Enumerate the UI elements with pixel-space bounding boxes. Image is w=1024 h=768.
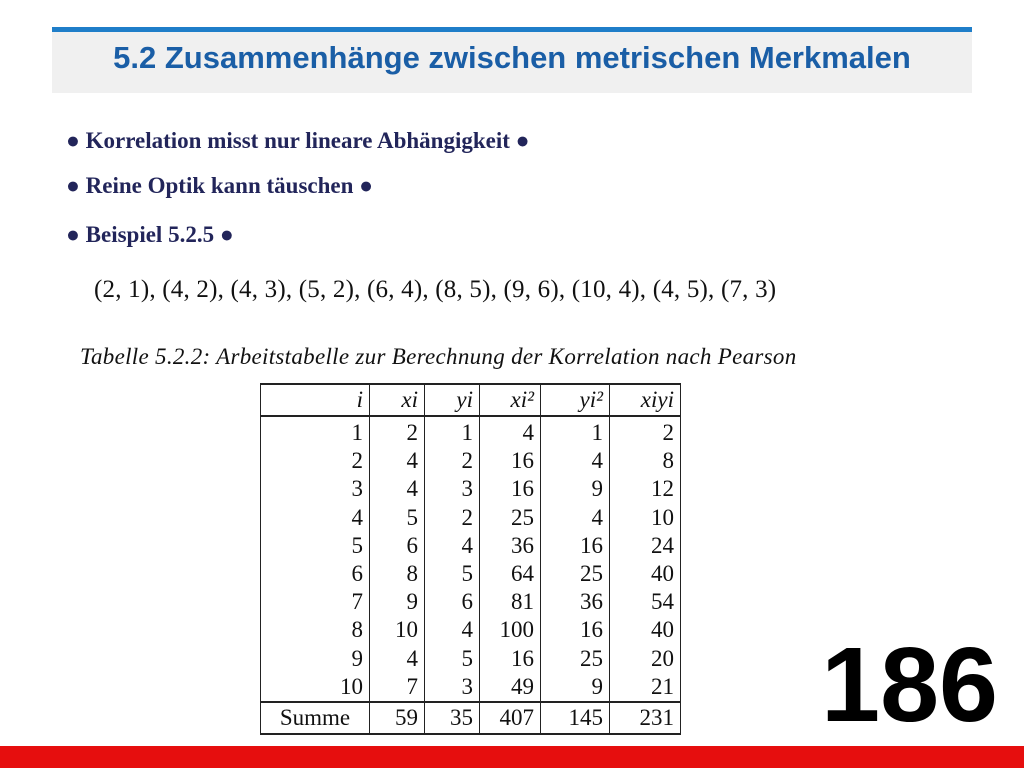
header-xi-squared: xi² (480, 384, 541, 416)
sum-yi-squared: 145 (541, 702, 610, 734)
cell-yi-squared: 1 (541, 416, 610, 447)
cell-xiyi: 10 (610, 504, 681, 532)
cell-xi: 4 (370, 645, 425, 673)
cell-xi-squared: 25 (480, 504, 541, 532)
header-xiyi: xiyi (610, 384, 681, 416)
cell-yi: 2 (425, 504, 480, 532)
cell-yi: 3 (425, 475, 480, 503)
cell-yi-squared: 9 (541, 673, 610, 702)
cell-yi: 4 (425, 616, 480, 644)
cell-yi-squared: 25 (541, 645, 610, 673)
sum-xiyi: 231 (610, 702, 681, 734)
cell-yi: 5 (425, 645, 480, 673)
header-yi-squared: yi² (541, 384, 610, 416)
header-xi: xi (370, 384, 425, 416)
cell-xiyi: 40 (610, 616, 681, 644)
cell-i: 7 (261, 588, 370, 616)
cell-xiyi: 12 (610, 475, 681, 503)
header-yi: yi (425, 384, 480, 416)
cell-xi-squared: 36 (480, 532, 541, 560)
table-row (261, 645, 681, 673)
cell-xi-squared: 4 (480, 416, 541, 447)
page-number: 186 (821, 626, 998, 744)
sum-xi: 59 (370, 702, 425, 734)
cell-i: 1 (261, 416, 370, 447)
table-sum-row (261, 702, 681, 734)
table-header-row (261, 384, 681, 416)
sum-xi-squared: 407 (480, 702, 541, 734)
cell-xiyi: 2 (610, 416, 681, 447)
header-i: i (261, 384, 370, 416)
cell-yi: 5 (425, 560, 480, 588)
cell-yi-squared: 36 (541, 588, 610, 616)
cell-xi-squared: 64 (480, 560, 541, 588)
table-row (261, 616, 681, 644)
table-caption: Tabelle 5.2.2: Arbeitstabelle zur Berechnung der Korrelation nach Pearson (80, 344, 797, 369)
cell-xiyi: 20 (610, 645, 681, 673)
cell-xiyi: 40 (610, 560, 681, 588)
cell-xi-squared: 16 (480, 475, 541, 503)
cell-yi: 4 (425, 532, 480, 560)
cell-i: 6 (261, 560, 370, 588)
cell-yi-squared: 9 (541, 475, 610, 503)
bottom-accent-bar (0, 746, 1024, 768)
cell-xi-squared: 16 (480, 645, 541, 673)
cell-xi: 2 (370, 416, 425, 447)
cell-i: 8 (261, 616, 370, 644)
cell-xi-squared: 81 (480, 588, 541, 616)
work-table (260, 383, 681, 735)
sum-yi: 35 (425, 702, 480, 734)
table-row (261, 504, 681, 532)
table-row (261, 560, 681, 588)
cell-xi: 4 (370, 447, 425, 475)
cell-yi-squared: 16 (541, 532, 610, 560)
cell-i: 9 (261, 645, 370, 673)
cell-yi: 3 (425, 673, 480, 702)
cell-xi-squared: 16 (480, 447, 541, 475)
cell-xi: 6 (370, 532, 425, 560)
table-row (261, 475, 681, 503)
cell-i: 2 (261, 447, 370, 475)
cell-i: 4 (261, 504, 370, 532)
cell-yi-squared: 25 (541, 560, 610, 588)
table-row (261, 532, 681, 560)
table-row (261, 447, 681, 475)
cell-yi-squared: 4 (541, 504, 610, 532)
table-row (261, 416, 681, 447)
table-row (261, 673, 681, 702)
cell-xi: 7 (370, 673, 425, 702)
table-row (261, 588, 681, 616)
cell-yi-squared: 4 (541, 447, 610, 475)
cell-xi: 5 (370, 504, 425, 532)
cell-xi: 4 (370, 475, 425, 503)
cell-xi: 10 (370, 616, 425, 644)
cell-xi-squared: 49 (480, 673, 541, 702)
cell-xiyi: 8 (610, 447, 681, 475)
cell-xiyi: 21 (610, 673, 681, 702)
bullet-linear-dependence: ● Korrelation misst nur lineare Abhängigkeit ● (66, 128, 530, 153)
cell-i: 3 (261, 475, 370, 503)
sum-label: Summe (261, 702, 370, 734)
cell-xi-squared: 100 (480, 616, 541, 644)
bullet-optics-deceive: ● Reine Optik kann täuschen ● (66, 173, 374, 198)
bullet-example: ● Beispiel 5.2.5 ● (66, 222, 234, 247)
cell-i: 10 (261, 673, 370, 702)
cell-yi: 6 (425, 588, 480, 616)
cell-xi: 9 (370, 588, 425, 616)
cell-i: 5 (261, 532, 370, 560)
slide-title: 5.2 Zusammenhänge zwischen metrischen Merkmalen (113, 40, 911, 75)
cell-xiyi: 54 (610, 588, 681, 616)
data-pairs: (2, 1), (4, 2), (4, 3), (5, 2), (6, 4), (8, 5), (9, 6), (10, 4), (4, 5), (7, 3) (94, 276, 777, 303)
cell-yi: 1 (425, 416, 480, 447)
cell-yi-squared: 16 (541, 616, 610, 644)
cell-yi: 2 (425, 447, 480, 475)
title-bar (52, 27, 972, 93)
cell-xiyi: 24 (610, 532, 681, 560)
cell-xi: 8 (370, 560, 425, 588)
